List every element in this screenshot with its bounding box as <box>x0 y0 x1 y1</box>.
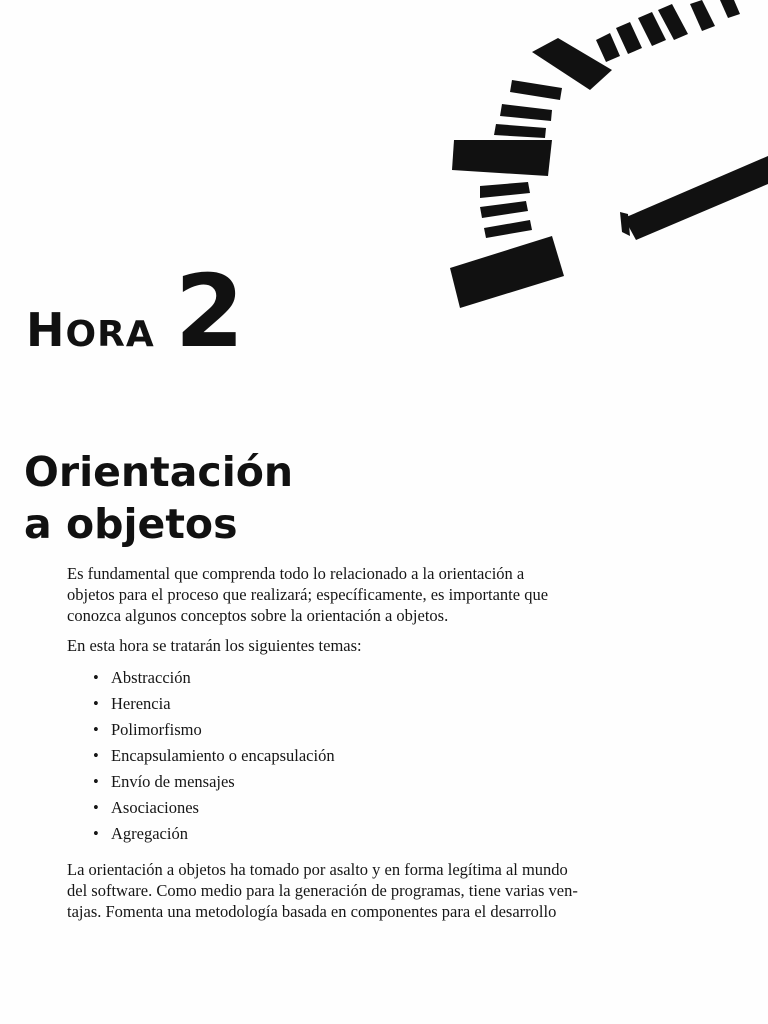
bullet-icon: • <box>93 720 99 739</box>
topic-label: Abstracción <box>111 668 191 687</box>
closing-paragraph <box>67 859 647 922</box>
closing-line: La orientación a objetos ha tomado por asalto y en forma legítima al mundo <box>67 860 568 879</box>
chapter-number: 2 <box>174 253 243 370</box>
bullet-icon: • <box>93 798 99 817</box>
topic-label: Asociaciones <box>111 798 199 817</box>
chapter-label <box>26 303 155 357</box>
chapter-heading <box>26 253 243 370</box>
chapter-title <box>24 446 293 550</box>
chapter-body <box>67 563 647 931</box>
intro-line: Es fundamental que comprenda todo lo relacionado a la orientación a <box>67 564 525 583</box>
intro-line: objetos para el proceso que realizará; específicamente, es importante que <box>67 585 549 604</box>
list-item <box>93 691 647 717</box>
bullet-icon: • <box>93 746 99 765</box>
clock-dial-marks <box>450 0 768 308</box>
topic-label: Envío de mensajes <box>111 772 235 791</box>
intro-line: conozca algunos conceptos sobre la orientación a objetos. <box>67 606 449 625</box>
topic-label: Agregación <box>111 824 188 843</box>
list-item <box>93 665 647 691</box>
topic-label: Encapsulamiento o encapsulación <box>111 746 335 765</box>
list-item <box>93 795 647 821</box>
closing-line: tajas. Fomenta una metodología basada en componentes para el desarrollo <box>67 902 557 921</box>
bullet-icon: • <box>93 772 99 791</box>
topics-intro: En esta hora se tratarán los siguientes temas: <box>67 636 362 655</box>
topic-label: Polimorfismo <box>111 720 202 739</box>
list-item <box>93 743 647 769</box>
chapter-title-line-2: a objetos <box>24 500 238 548</box>
list-item <box>93 769 647 795</box>
topic-label: Herencia <box>111 694 171 713</box>
list-item <box>93 821 647 847</box>
list-item <box>93 717 647 743</box>
topic-list <box>67 665 647 847</box>
chapter-label-initial: H <box>26 303 66 357</box>
bullet-icon: • <box>93 824 99 843</box>
intro-paragraph <box>67 563 647 626</box>
clock-dial-illustration <box>440 0 768 320</box>
closing-line: del software. Como medio para la generación de programas, tiene varias ven- <box>67 881 578 900</box>
bullet-icon: • <box>93 694 99 713</box>
bullet-icon: • <box>93 668 99 687</box>
chapter-label-rest: ORA <box>65 314 155 355</box>
chapter-title-line-1: Orientación <box>24 448 294 496</box>
